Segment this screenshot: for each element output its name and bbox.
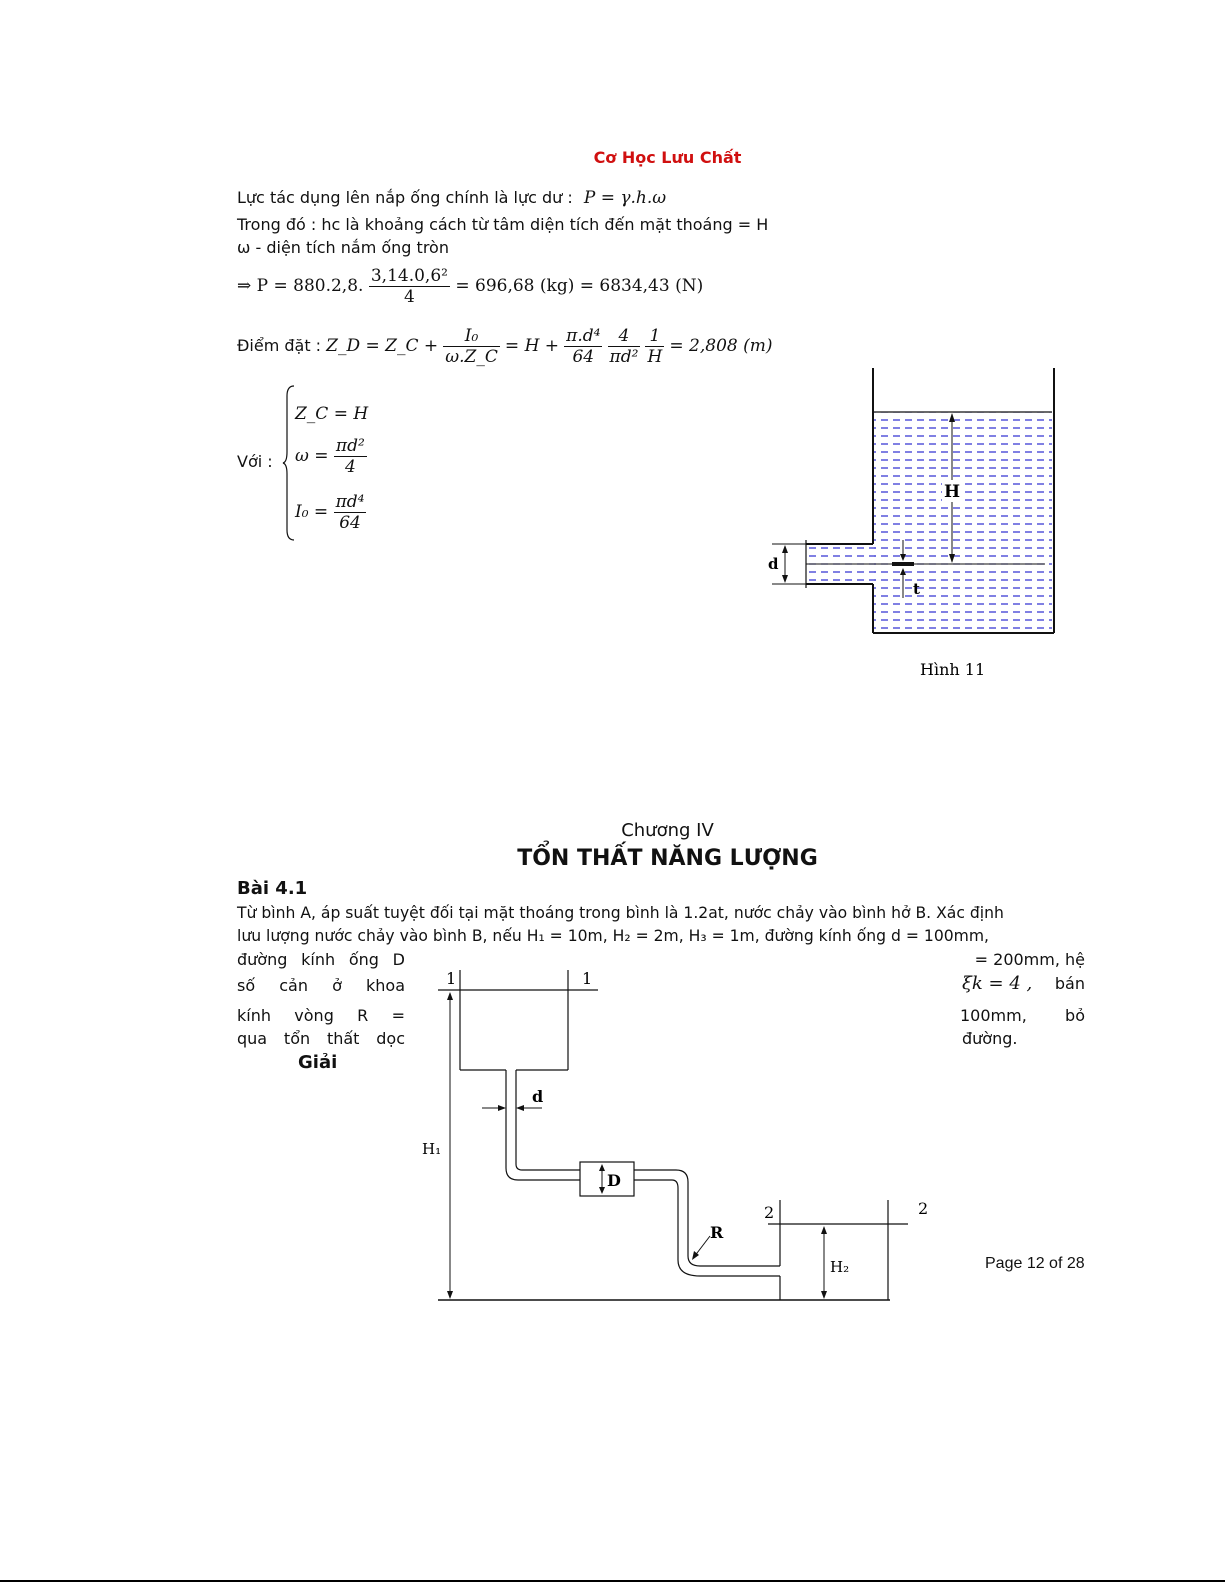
problem-left-2: số cản ở khoa <box>237 976 405 995</box>
eq2-mid: = H + <box>504 336 560 356</box>
problem-left-1: đường kính ống D <box>237 950 405 969</box>
equation-center-pressure <box>237 326 773 367</box>
eq2-frac4 <box>645 326 664 367</box>
chapter-number: Chương IV <box>621 820 714 841</box>
force-formula: P = γ.h.ω <box>583 188 667 208</box>
problem-left-3: kính vòng R = <box>237 1006 405 1025</box>
xi-coefficient: ξk = 4 , <box>962 973 1033 994</box>
solution-heading: Giải <box>298 1052 338 1073</box>
system-omega-num: πd² <box>335 436 365 456</box>
system-omega <box>295 436 367 477</box>
eq2-frac2 <box>564 326 602 367</box>
force-statement-text: Lực tác dụng lên nắp ống chính là lực dư : <box>237 188 573 207</box>
eq2-frac3-den: πd² <box>609 347 639 367</box>
problem-left-4: qua tổn thất dọc <box>237 1029 405 1048</box>
problem-right-4: đường. <box>962 1029 1018 1048</box>
problem-right-3: 100mm, bỏ <box>960 1006 1085 1025</box>
eq2-left: Z_D = Z_C + <box>326 336 439 356</box>
system-inertia-den: 64 <box>339 513 361 533</box>
problem-line-1: Từ bình A, áp suất tuyệt đối tại mặt thoáng trong bình là 1.2at, nước chảy vào bình hở B. Xác định <box>237 904 1004 922</box>
problem-title: Bài 4.1 <box>237 878 308 899</box>
pipe-after-inner <box>634 1180 780 1276</box>
fig41-label-D: D <box>607 1171 621 1190</box>
problem-line-2: lưu lượng nước chảy vào bình B, nếu H₁ = 10m, H₂ = 2m, H₃ = 1m, đường kính ống d = 100mm, <box>237 927 990 945</box>
d-arrowhead-left <box>498 1105 506 1111</box>
fig41-label-2a: 2 <box>764 1203 775 1222</box>
brace-path <box>283 386 294 540</box>
problem-right-1: = 200mm, hệ <box>974 950 1085 969</box>
bottom-border <box>0 1580 1225 1582</box>
system-inertia <box>295 492 366 533</box>
lid <box>892 562 914 566</box>
page-number: Page 12 of 28 <box>985 1255 1085 1272</box>
eq2-frac3 <box>608 326 641 367</box>
eq2-frac3-num: 4 <box>608 326 641 347</box>
eq1-right: = 696,68 (kg) = 6834,43 (N) <box>455 276 704 296</box>
fig41-label-R: R <box>710 1223 724 1242</box>
fig41-label-H1: H₁ <box>422 1140 442 1158</box>
eq2-frac4-num: 1 <box>645 326 664 347</box>
fig41-label-1a: 1 <box>446 969 457 988</box>
fig11-label-d: d <box>768 555 779 573</box>
equation-force <box>237 266 703 307</box>
pipe-d-inner <box>516 1070 580 1170</box>
hc-definition: Trong đó : hc là khoảng cách từ tâm diện tích đến mặt thoáng = H <box>237 215 769 234</box>
system-inertia-frac <box>334 492 367 533</box>
system-omega-frac <box>334 436 367 477</box>
system-zc: Z_C = H <box>295 404 369 424</box>
system-omega-den: 4 <box>344 457 356 477</box>
fig41-label-H2: H₂ <box>830 1258 850 1276</box>
tank-water <box>874 412 1052 632</box>
fig41-label-2b: 2 <box>918 1199 929 1218</box>
eq1-left: ⇒ P = 880.2,8. <box>237 276 364 296</box>
eq2-frac4-den: H <box>647 347 663 367</box>
eq1-fraction <box>369 266 450 307</box>
problem-right-2-word: bán <box>1054 974 1085 993</box>
fig41-label-1b: 1 <box>582 969 593 988</box>
force-statement <box>237 188 666 208</box>
chapter-title: TỔN THẤT NĂNG LƯỢNG <box>517 846 818 871</box>
voi-label: Với : <box>237 452 273 471</box>
eq2-frac1 <box>443 326 500 367</box>
eq1-denominator: 4 <box>403 287 415 307</box>
header-title: Cơ Học Lưu Chất <box>593 148 742 167</box>
eq2-frac2-num: π.d⁴ <box>566 326 601 346</box>
diem-dat-label: Điểm đặt : <box>237 336 322 355</box>
eq2-right: = 2,808 (m) <box>669 336 773 356</box>
fig11-label-h: H <box>944 482 961 502</box>
fig41-label-d: d <box>532 1087 544 1106</box>
problem-right-2 <box>962 973 1085 994</box>
figure-4-1 <box>418 960 938 1310</box>
omega-definition: ω - diện tích nắm ống tròn <box>237 238 449 257</box>
system-inertia-left: I₀ = <box>295 502 329 522</box>
system-omega-left: ω = <box>295 446 329 466</box>
eq2-frac1-num: I₀ <box>443 326 500 347</box>
figure-11 <box>760 360 1070 690</box>
d-arrowhead-right <box>516 1105 524 1111</box>
eq1-numerator: 3,14.0,6² <box>370 266 448 286</box>
system-inertia-num: πd⁴ <box>335 492 365 512</box>
fig11-label-t: t <box>913 580 920 598</box>
pipe-after-outer <box>634 1170 780 1266</box>
system-brace <box>282 384 296 542</box>
eq2-frac2-den: 64 <box>572 347 595 367</box>
eq2-frac1-den: ω.Z_C <box>445 347 498 367</box>
fig11-caption: Hình 11 <box>920 660 986 679</box>
